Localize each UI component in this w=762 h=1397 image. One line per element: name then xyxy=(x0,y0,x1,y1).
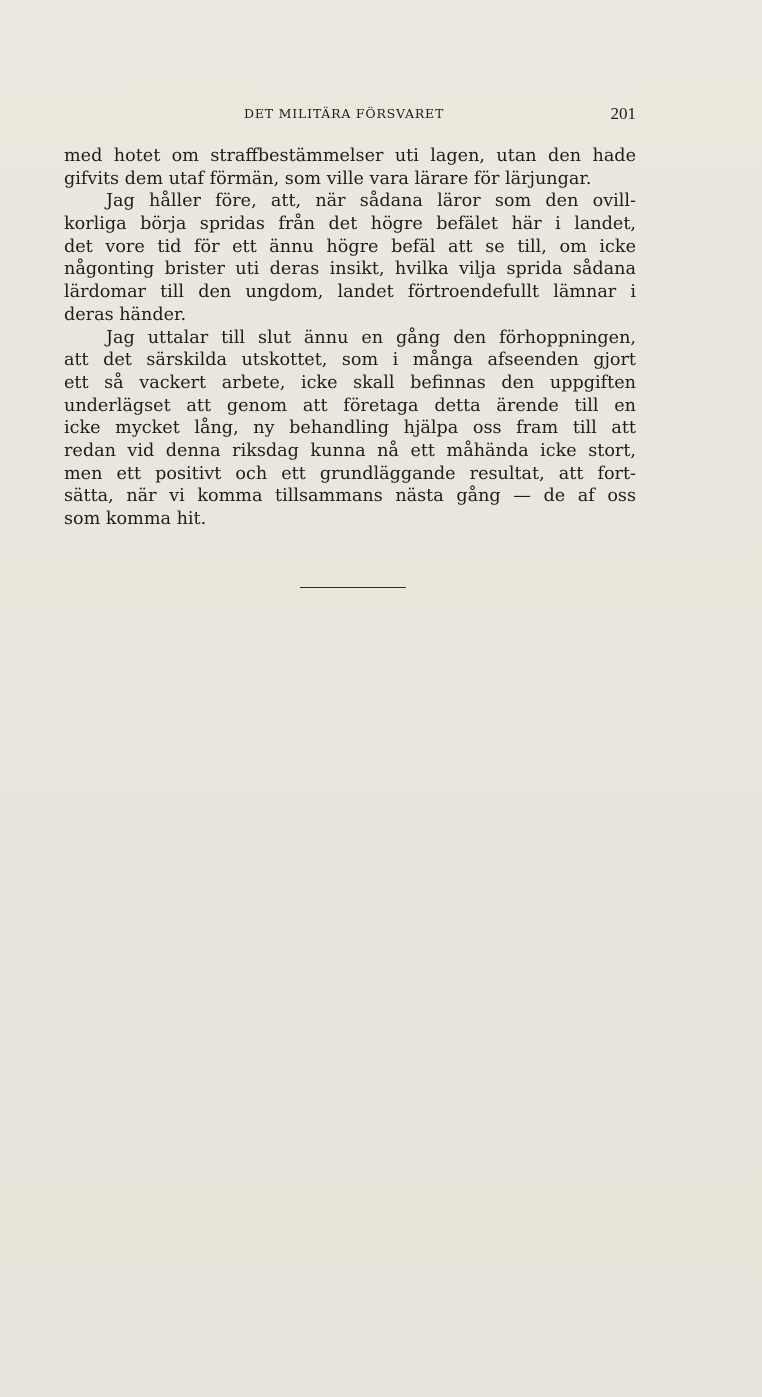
text-line: lärdomar till den ungdom, landet förtroendefullt lämnar i xyxy=(64,282,636,303)
text-line: med hotet om straffbestämmelser uti lagen, utan den hade xyxy=(64,146,636,166)
text-line: korliga börja spridas från det högre befälet här i landet, xyxy=(64,214,636,235)
text-line: men ett positivt och ett grundläggande resultat, att fort- xyxy=(64,463,636,484)
section-divider xyxy=(300,587,406,588)
text-line: som komma hit. xyxy=(64,509,207,529)
text-line: någonting brister uti deras insikt, hvilka vilja sprida sådana xyxy=(64,259,636,280)
text-line: Jag håller före, att, när sådana läror som den ovill- xyxy=(106,191,636,212)
body-text xyxy=(64,145,636,531)
text-line: deras händer. xyxy=(64,304,187,325)
running-head xyxy=(64,104,636,124)
page-number: 201 xyxy=(610,104,636,123)
text-line: ett så vackert arbete, icke skall befinnas den uppgiften xyxy=(64,372,636,393)
text-line: sätta, när vi komma tillsammans nästa gång — de af oss xyxy=(64,486,636,507)
running-title: DET MILITÄRA FÖRSVARET xyxy=(244,106,445,121)
text-line: gifvits dem utaf förmän, som ville vara lärare för lärjungar. xyxy=(64,168,592,189)
text-line: att det särskilda utskottet, som i många afseenden gjort xyxy=(64,350,636,371)
text-line: icke mycket lång, ny behandling hjälpa oss fram till att xyxy=(64,418,636,439)
text-line: Jag uttalar till slut ännu en gång den förhoppningen, xyxy=(106,327,636,348)
text-line: underlägset att genom att företaga detta ärende till en xyxy=(64,395,636,416)
text-line: det vore tid för ett ännu högre befäl att se till, om icke xyxy=(64,236,636,257)
text-line: redan vid denna riksdag kunna nå ett måhända icke stort, xyxy=(64,440,636,461)
